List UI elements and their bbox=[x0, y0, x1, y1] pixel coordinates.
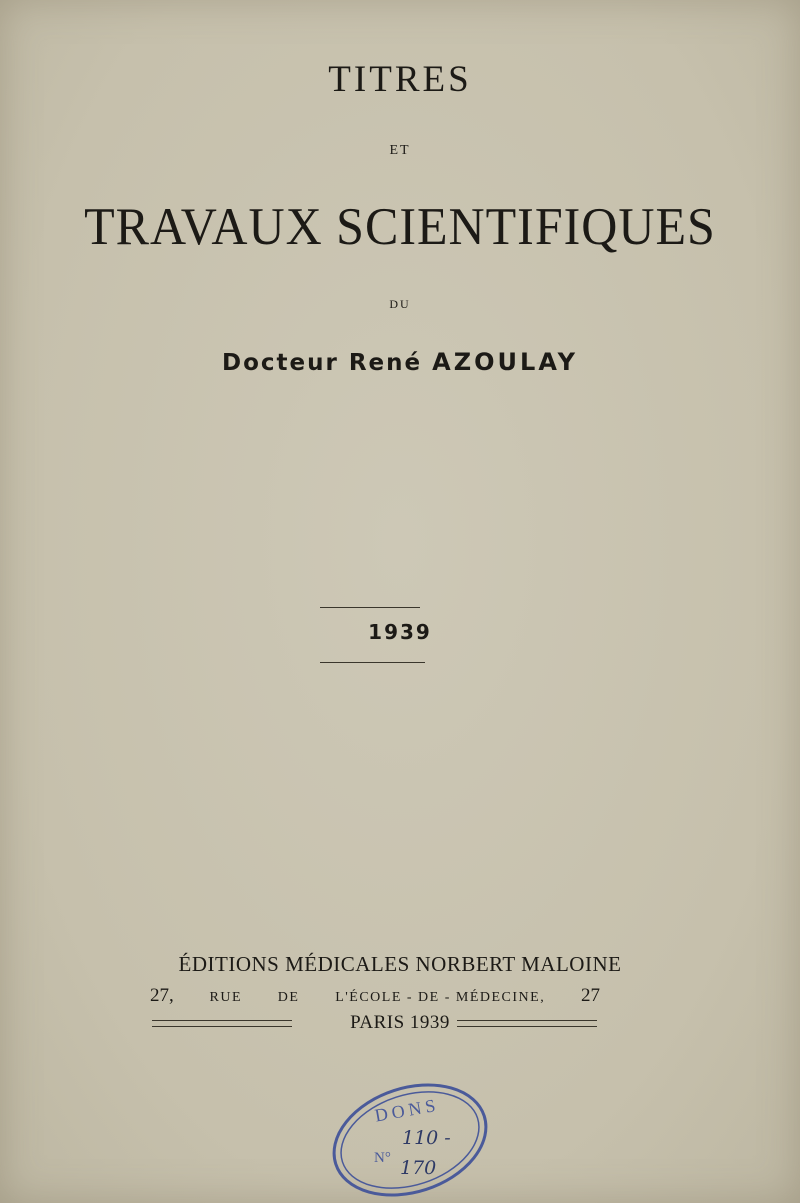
title-line-1: TITRES bbox=[328, 59, 472, 100]
publisher-address bbox=[150, 985, 600, 1007]
stamp-entry-line-2: 170 bbox=[400, 1157, 437, 1179]
title-preposition: DU bbox=[389, 297, 411, 311]
stamp-entry-line-1: 110 - bbox=[402, 1127, 451, 1149]
library-stamp bbox=[320, 1078, 500, 1203]
stamp-top-text: DONS bbox=[373, 1094, 441, 1126]
address-number-left: 27, bbox=[150, 985, 174, 1006]
address-street: L'ÉCOLE - DE - MÉDECINE, bbox=[335, 990, 546, 1005]
year: 1939 bbox=[368, 620, 432, 644]
year-rule-bottom bbox=[320, 662, 425, 663]
address-word-de: DE bbox=[277, 990, 300, 1005]
year-rule-top bbox=[320, 607, 420, 608]
stamp-entry-prefix: N° bbox=[374, 1150, 391, 1166]
author-surname: AZOULAY bbox=[432, 348, 578, 376]
publisher-city-year: PARIS 1939 bbox=[350, 1012, 450, 1033]
publisher-name: ÉDITIONS MÉDICALES NORBERT MALOINE bbox=[178, 952, 622, 976]
title-line-2: TRAVAUX SCIENTIFIQUES bbox=[84, 196, 716, 256]
author-name bbox=[0, 348, 800, 376]
paris-rule-right bbox=[457, 1020, 597, 1027]
address-number-right: 27 bbox=[580, 985, 600, 1006]
title-conjunction: ET bbox=[389, 143, 411, 158]
author-prefix: Docteur René bbox=[222, 350, 423, 376]
address-word-rue: RUE bbox=[209, 990, 243, 1005]
